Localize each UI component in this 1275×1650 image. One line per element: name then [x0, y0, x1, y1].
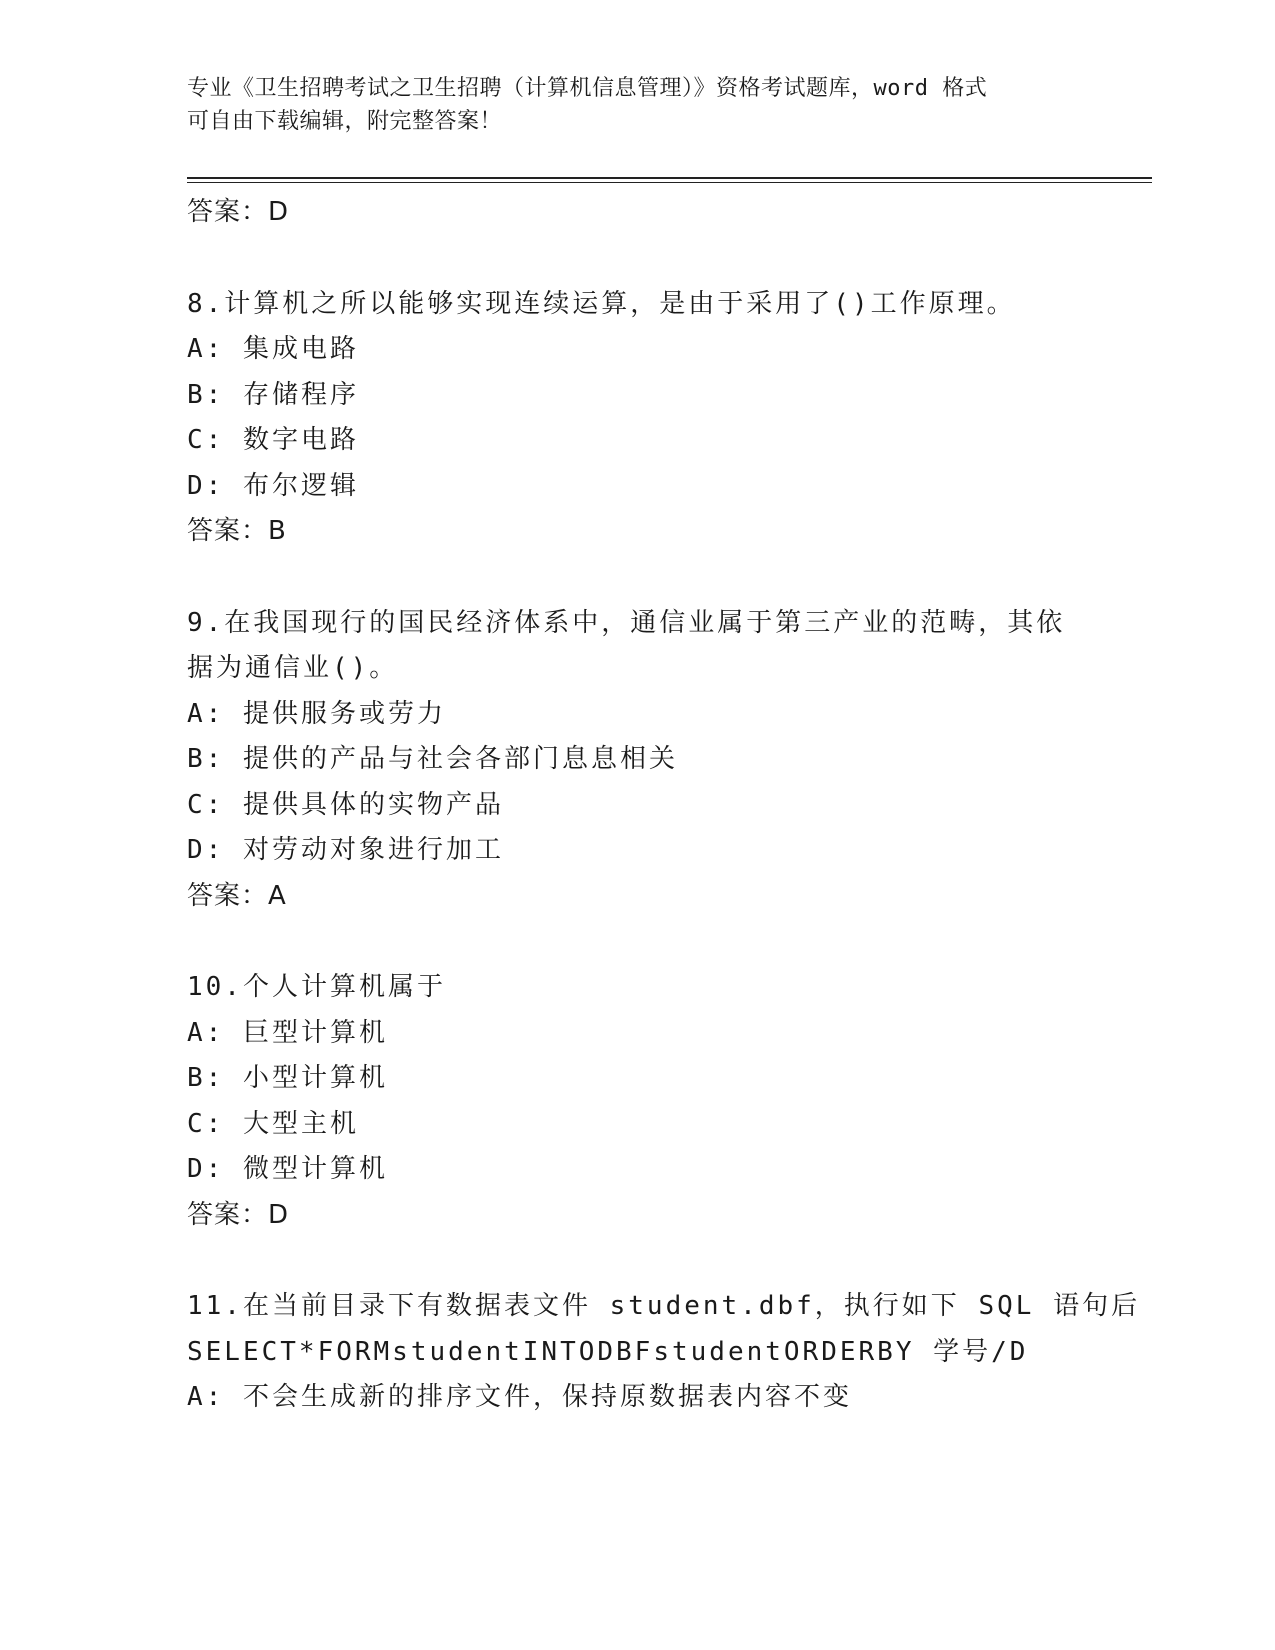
- block-gap: [187, 919, 1087, 965]
- option-b: B: 提供的产品与社会各部门息息相关: [187, 744, 678, 774]
- option-c: C: 数字电路: [187, 425, 359, 455]
- option-d: D: 对劳动对象进行加工: [187, 835, 504, 865]
- header-line-1: 专业《卫生招聘考试之卫生招聘（计算机信息管理）》资格考试题库，word 格式: [187, 76, 988, 101]
- option-d: D: 布尔逻辑: [187, 470, 359, 501]
- header-line-2: 可自由下载编辑，附完整答案！: [187, 109, 503, 134]
- header-rule-thick: [187, 177, 1152, 179]
- option-a: A: 巨型计算机: [187, 1017, 388, 1048]
- block-gap: [187, 236, 1087, 282]
- block-gap: [187, 1238, 1087, 1284]
- question-block: [187, 1284, 1141, 1421]
- question-text: 9.在我国现行的国民经济体系中，通信业属于第三产业的范畴，其依: [187, 607, 1066, 638]
- question-block: [187, 601, 1087, 920]
- question-text: 8.计算机之所以能够实现连续运算，是由于采用了()工作原理。: [187, 288, 1016, 319]
- answer-line: 答案：A: [187, 880, 287, 911]
- question-text: 10.个人计算机属于: [187, 972, 446, 1002]
- question-text: 11.在当前目录下有数据表文件 student.dbf，执行如下 SQL 语句后: [187, 1291, 1141, 1321]
- option-c: C: 大型主机: [187, 1108, 359, 1139]
- question-text-continued: 据为通信业()。: [187, 653, 399, 683]
- answer-line: 答案：D: [187, 197, 290, 227]
- header-rule-thin: [187, 182, 1152, 183]
- document-header: [187, 72, 1067, 138]
- question-block: [187, 282, 1087, 555]
- option-b: B: 小型计算机: [187, 1063, 388, 1093]
- option-b: B: 存储程序: [187, 379, 359, 410]
- option-a: A: 提供服务或劳力: [187, 698, 446, 729]
- answer-line: 答案：B: [187, 516, 287, 546]
- answer-line: 答案：D: [187, 1199, 290, 1230]
- question-block: [187, 965, 1087, 1238]
- option-a: A: 集成电路: [187, 334, 359, 364]
- option-d: D: 微型计算机: [187, 1154, 388, 1184]
- option-a: A: 不会生成新的排序文件，保持原数据表内容不变: [187, 1382, 852, 1412]
- block-gap: [187, 555, 1087, 601]
- option-c: C: 提供具体的实物产品: [187, 789, 504, 820]
- question-block: [187, 190, 1087, 236]
- question-text-continued: SELECT*FORMstudentINTODBFstudentORDERBY 学号/D: [187, 1336, 1029, 1367]
- question-list: [187, 190, 1141, 1421]
